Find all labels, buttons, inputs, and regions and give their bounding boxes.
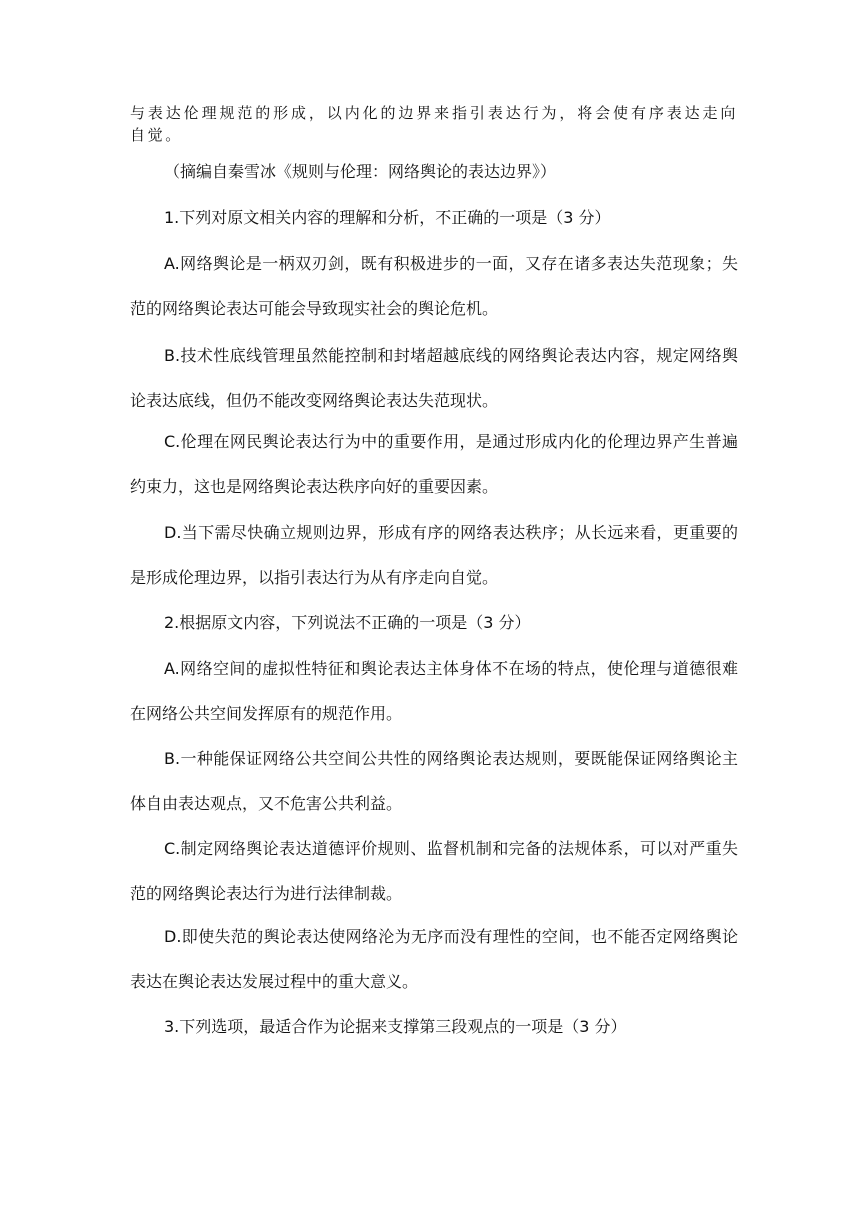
question-2-option-c: C.制定网络舆论表达道德评价规则、监督机制和完备的法规体系，可以对严重失范的网络舆论表达行为进行法律制裁。 [130,839,738,903]
question-2-option-a: A.网络空间的虚拟性特征和舆论表达主体身体不在场的特点，使伦理与道德很难在网络公共空间发挥原有的规范作用。 [130,659,738,723]
question-2-stem: 2.根据原文内容，下列说法不正确的一项是（3 分） [164,613,531,632]
intro-paragraph: 与表达伦理规范的形成，以内化的边界来指引表达行为，将会使有序表达走向自觉。 [130,104,738,144]
source-citation: （摘编自秦雪冰《规则与伦理：网络舆论的表达边界》） [164,162,557,181]
question-2-option-b: B.一种能保证网络公共空间公共性的网络舆论表达规则，要既能保证网络舆论主体自由表达观点，又不危害公共利益。 [130,749,738,813]
question-1-option-b: B.技术性底线管理虽然能控制和封堵超越底线的网络舆论表达内容，规定网络舆论表达底线，但仍不能改变网络舆论表达失范现状。 [130,346,738,410]
question-1-option-d: D.当下需尽快确立规则边界，形成有序的网络表达秩序；从长远来看，更重要的是形成伦理边界，以指引表达行为从有序走向自觉。 [130,523,738,587]
question-3-stem: 3.下列选项，最适合作为论据来支撑第三段观点的一项是（3 分） [164,1017,627,1036]
question-2-option-d: D.即使失范的舆论表达使网络沦为无序而没有理性的空间，也不能否定网络舆论表达在舆论表达发展过程中的重大意义。 [130,927,738,991]
question-1-option-c: C.伦理在网民舆论表达行为中的重要作用，是通过形成内化的伦理边界产生普遍约束力，这也是网络舆论表达秩序向好的重要因素。 [130,432,738,496]
question-1-stem: 1.下列对原文相关内容的理解和分析，不正确的一项是（3 分） [164,208,611,227]
question-1-option-a: A.网络舆论是一柄双刃剑，既有积极进步的一面，又存在诸多表达失范现象；失范的网络舆论表达可能会导致现实社会的舆论危机。 [130,254,738,318]
